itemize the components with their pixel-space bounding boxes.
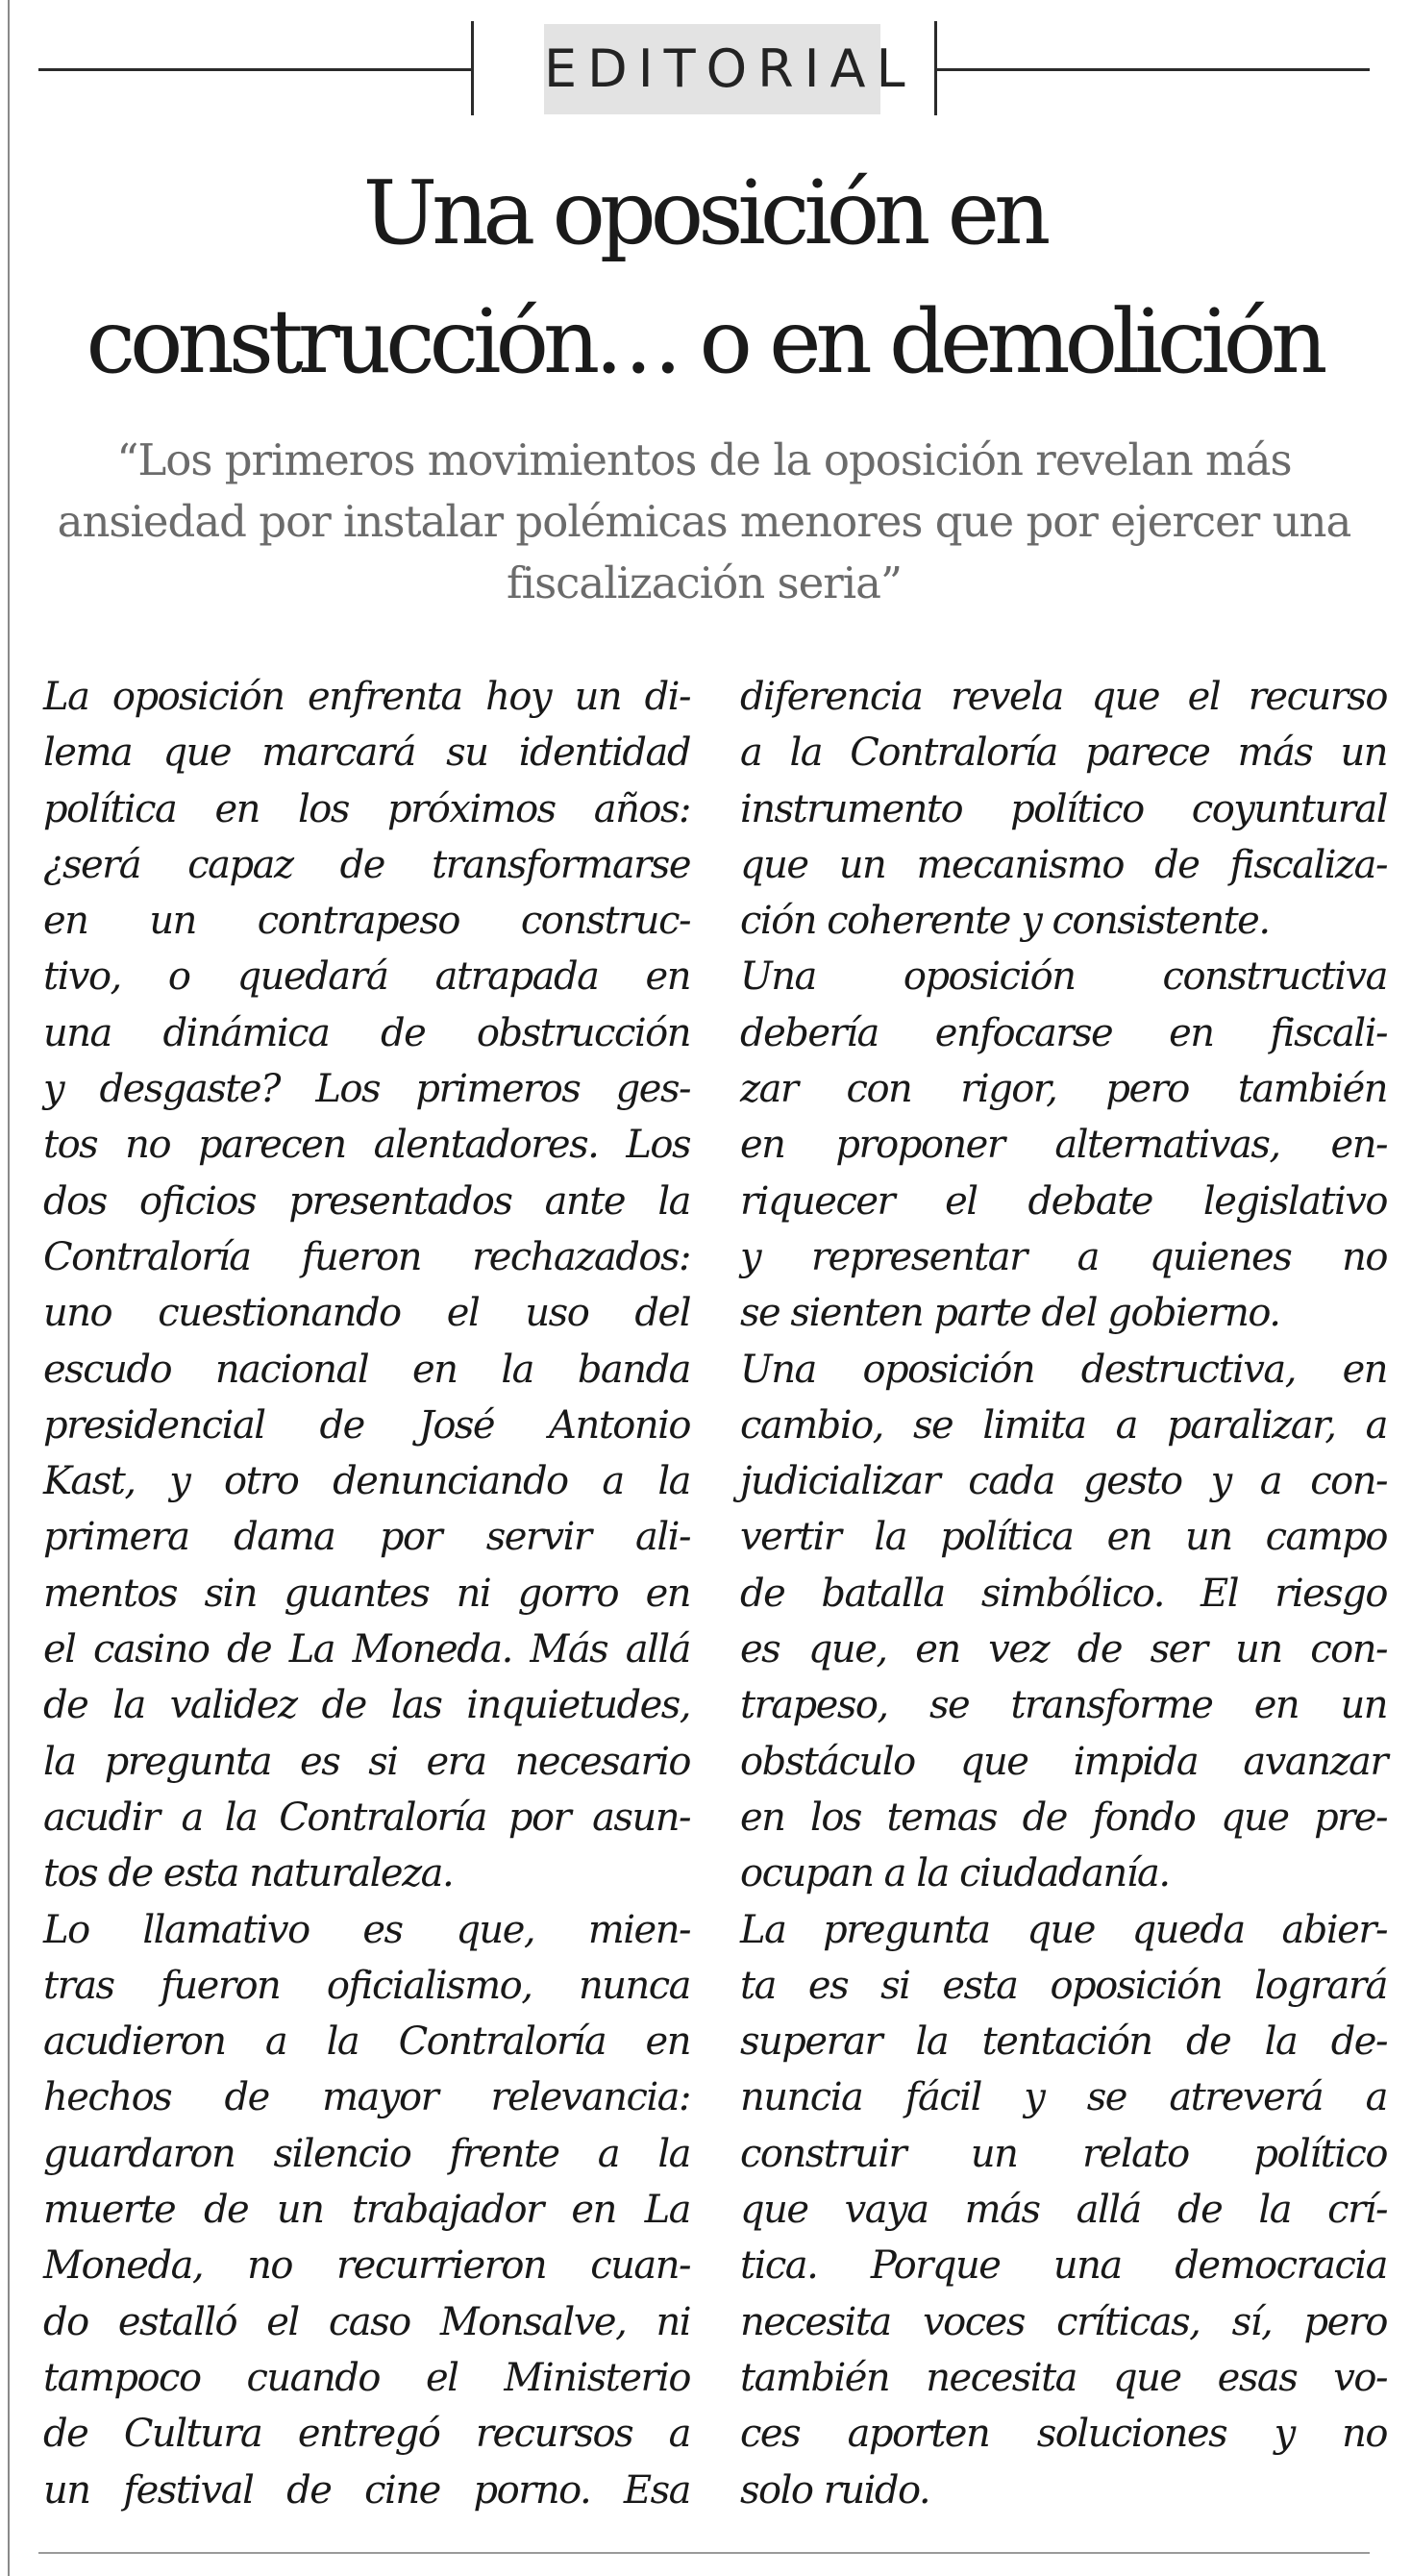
- body-column-left: [43, 669, 690, 2518]
- header-rule-right: [937, 68, 1370, 71]
- body-line: ¿será capaz de transformarse: [43, 842, 690, 887]
- headline: [38, 149, 1370, 407]
- body-line: en proponer alternativas, en-: [740, 1123, 1387, 1168]
- body-line: se sienten parte del gobierno.: [740, 1291, 1280, 1336]
- body-line: La pregunta que queda abier-: [740, 1907, 1387, 1952]
- body-line: riquecer el debate legislativo: [740, 1178, 1387, 1224]
- bottom-rule: [38, 2552, 1370, 2554]
- body-line: presidencial de José Antonio: [43, 1402, 690, 1448]
- body-line: una dinámica de obstrucción: [43, 1010, 690, 1055]
- body-line: tos no parecen alentadores. Los: [43, 1123, 690, 1168]
- body-line: superar la tentación de la de-: [740, 2019, 1387, 2065]
- body-line: diferencia revela que el recurso: [740, 675, 1387, 719]
- body-line: ocupan a la ciudadanía.: [740, 1851, 1170, 1896]
- body-line: debería enfocarse en fiscali-: [740, 1010, 1387, 1055]
- body-line: Una oposición destructiva, en: [740, 1347, 1387, 1392]
- body-line: acudir a la Contraloría por asun-: [43, 1795, 690, 1840]
- body-line: escudo nacional en la banda: [43, 1347, 690, 1392]
- body-line: ces aporten soluciones y no: [740, 2412, 1387, 2457]
- body-line: nuncia fácil y se atreverá a: [740, 2075, 1387, 2120]
- body-line: que vaya más allá de la crí-: [740, 2188, 1387, 2233]
- body-line: cambio, se limita a paralizar, a: [740, 1402, 1387, 1448]
- body-line: Kast, y otro denunciando a la: [43, 1459, 690, 1504]
- body-line: Moneda, no recurrieron cuan-: [43, 2243, 690, 2289]
- body-line: guardaron silencio frente a la: [43, 2131, 690, 2176]
- body-line: instrumento político coyuntural: [740, 786, 1387, 831]
- body-line: tampoco cuando el Ministerio: [43, 2355, 690, 2400]
- headline-line: construcción… o en demolición: [86, 290, 1323, 393]
- pull-quote-line: fiscalización seria”: [507, 557, 902, 608]
- body-line: y representar a quienes no: [740, 1234, 1387, 1279]
- body-line: La oposición enfrenta hoy un di-: [43, 675, 690, 719]
- header-tick-left: [471, 21, 474, 115]
- body-line: en los temas de fondo que pre-: [740, 1795, 1387, 1840]
- pull-quote-line: ansiedad por instalar polémicas menores que por ejercer una: [57, 496, 1351, 547]
- body-line: hechos de mayor relevancia:: [43, 2075, 690, 2120]
- section-header: [38, 21, 1370, 117]
- body-line: tica. Porque una democracia: [740, 2243, 1387, 2289]
- body-line: solo ruido.: [740, 2467, 930, 2513]
- body-line: Lo llamativo es que, mien-: [43, 1907, 690, 1952]
- body-line: un festival de cine porno. Esa: [43, 2467, 690, 2513]
- header-rule-left: [38, 68, 471, 71]
- body-line: Una oposición constructiva: [740, 954, 1387, 1000]
- section-label: EDITORIAL: [544, 24, 880, 114]
- body-line: ción coherente y consistente.: [740, 899, 1270, 944]
- body-line: que un mecanismo de fiscaliza-: [740, 842, 1387, 887]
- body-line: acudieron a la Contraloría en: [43, 2019, 690, 2065]
- body-line: de Cultura entregó recursos a: [43, 2412, 690, 2457]
- body-line: trapeso, se transforme en un: [740, 1683, 1387, 1728]
- body-line: do estalló el caso Monsalve, ni: [43, 2299, 690, 2344]
- body-column-right: [740, 669, 1387, 2518]
- body-line: tivo, o quedará atrapada en: [43, 954, 690, 1000]
- body-line: necesita voces críticas, sí, pero: [740, 2299, 1387, 2344]
- body-line: el casino de La Moneda. Más allá: [43, 1627, 690, 1672]
- body-line: y desgaste? Los primeros ges-: [43, 1067, 690, 1112]
- body-line: vertir la política en un campo: [740, 1515, 1387, 1560]
- body-line: dos oficios presentados ante la: [43, 1178, 690, 1224]
- body-line: en un contrapeso construc-: [43, 899, 690, 944]
- body-line: construir un relato político: [740, 2131, 1387, 2176]
- body-line: lema que marcará su identidad: [43, 731, 690, 776]
- body-line: Contraloría fueron rechazados:: [43, 1234, 690, 1279]
- body-line: primera dama por servir ali-: [43, 1515, 690, 1560]
- body-line: también necesita que esas vo-: [740, 2355, 1387, 2400]
- body-line: de la validez de las inquietudes,: [43, 1683, 690, 1728]
- body-line: muerte de un trabajador en La: [43, 2188, 690, 2233]
- body-line: a la Contraloría parece más un: [740, 731, 1387, 776]
- left-border-rule: [8, 0, 10, 2576]
- body-line: política en los próximos años:: [43, 786, 690, 831]
- body-line: la pregunta es si era necesario: [43, 1739, 690, 1784]
- body-line: zar con rigor, pero también: [740, 1067, 1387, 1112]
- body-line: uno cuestionando el uso del: [43, 1291, 690, 1336]
- body-line: tos de esta naturaleza.: [43, 1851, 454, 1896]
- headline-line: Una oposición en: [362, 161, 1046, 264]
- pull-quote: [38, 430, 1370, 614]
- pull-quote-line: “Los primeros movimientos de la oposición revelan más: [116, 434, 1292, 485]
- body-line: es que, en vez de ser un con-: [740, 1627, 1387, 1672]
- body-line: de batalla simbólico. El riesgo: [740, 1571, 1387, 1616]
- body-line: ta es si esta oposición logrará: [740, 1963, 1387, 2008]
- body-line: obstáculo que impida avanzar: [740, 1739, 1387, 1784]
- body-line: judicializar cada gesto y a con-: [740, 1459, 1387, 1504]
- body-line: tras fueron oficialismo, nunca: [43, 1963, 690, 2008]
- body-line: mentos sin guantes ni gorro en: [43, 1571, 690, 1616]
